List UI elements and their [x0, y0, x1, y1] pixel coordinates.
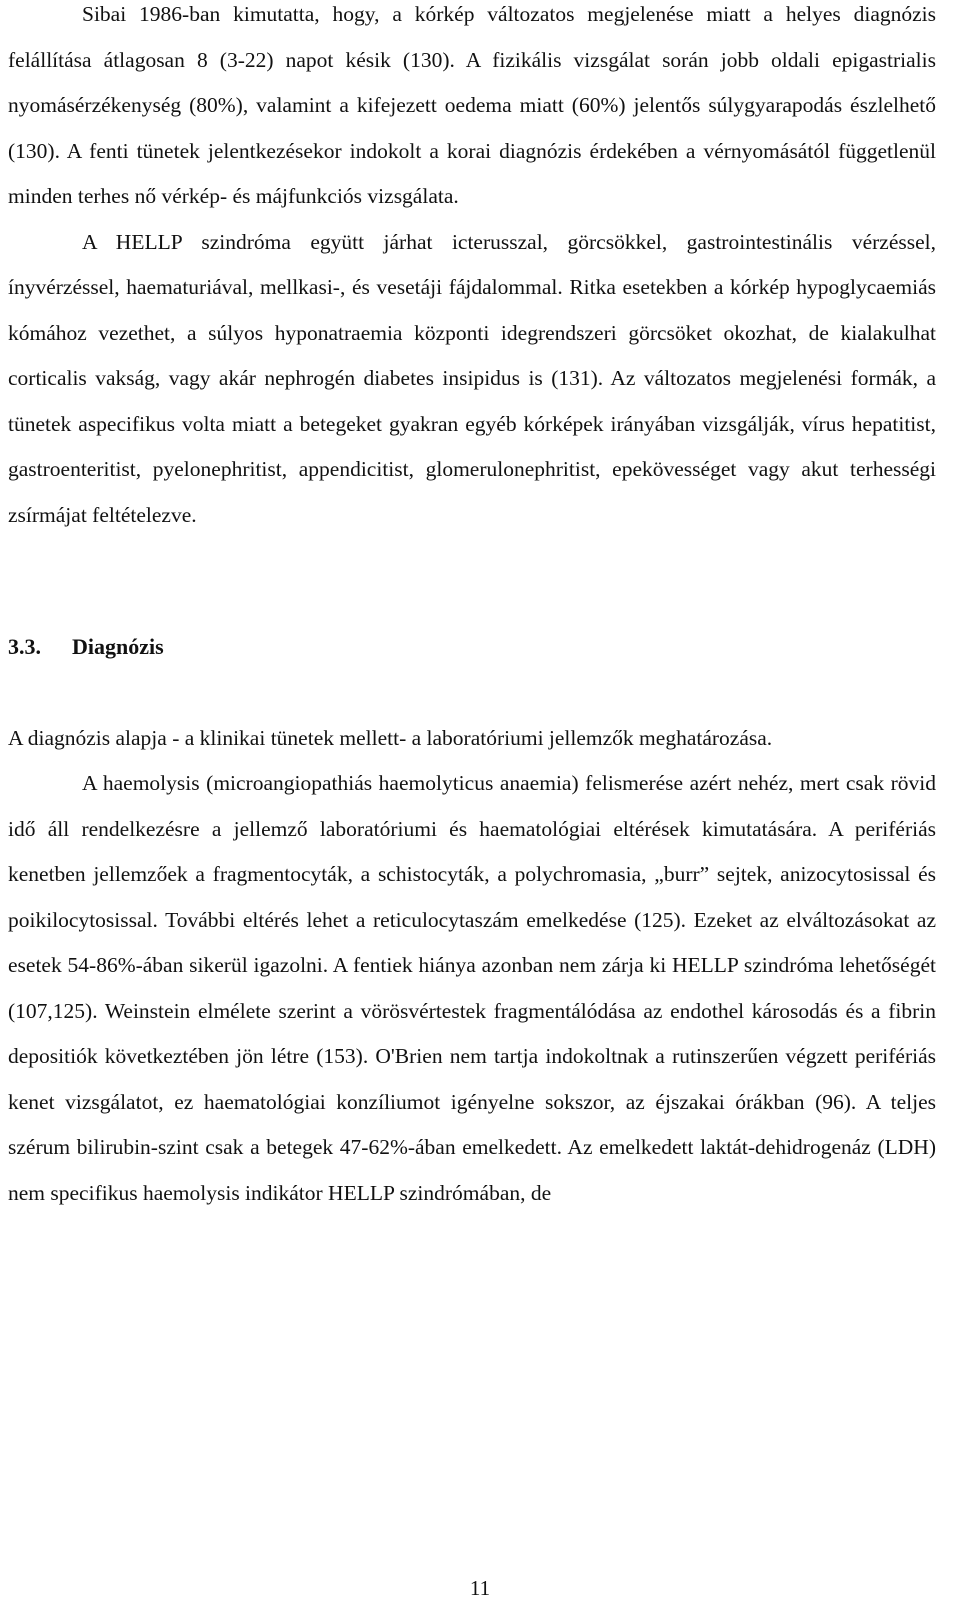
paragraph-haemolysis: A haemolysis (microangiopathiás haemolyticus anaemia) felismerése azért nehéz, mert csak rövid idő áll rendelkezésre a jellemző laboratóriumi és haematológiai eltérések kimutatására. A perifériás kenetben jellemzőek a fragmentocyták, a schistocyták, a polychromasia, „burr” sejtek, anizocytosissal és poikilocytosissal. További eltérés lehet a reticulocytaszám emelkedése (125). Ezeket az elváltozásokat az esetek 54-86%-ában sikerül igazolni. A fentiek hiánya azonban nem zárja ki HELLP szindróma lehetőségét (107,125). Weinstein elmélete szerint a vörösvértestek fragmentálódása az endothel károsodás és a fibrin depositiók következtében jön létre (153). O'Brien nem tartja indokoltnak a rutinszerűen végzett perifériás kenet vizsgálatot, ez haematológiai konzíliumot igényelne sokszor, az éjszakai órákban (96). A teljes szérum bilirubin-szint csak a betegek 47-62%-ában emelkedett. Az emelkedett laktát-dehidrogenáz (LDH) nem specifikus haemolysis indikátor HELLP szindrómában, de	[8, 771, 936, 1205]
section-number: 3.3.	[8, 634, 41, 659]
heading-spacer	[8, 670, 936, 716]
section-title: Diagnózis	[72, 634, 164, 659]
paragraph-diagnosis-basis: A diagnózis alapja - a klinikai tünetek mellett- a laboratóriumi jellemzők meghatározása.	[8, 725, 773, 750]
document-page	[8, 0, 936, 1216]
section-heading	[8, 624, 936, 670]
paragraph-hellp-symptoms: A HELLP szindróma együtt járhat icterusszal, görcsökkel, gastrointestinális vérzéssel, ínyvérzéssel, haematuriával, mellkasi-, és vesetáji fájdalommal. Ritka esetekben a kórkép hypoglycaemiás kómához vezethet, a súlyos hyponatraemia központi idegrendszeri görcsöket okozhat, de kialakulhat corticalis vakság, vagy akár nephrogén diabetes insipidus is (131). Az változatos megjelenési formák, a tünetek aspecifikus volta miatt a betegeket gyakran egyéb kórképek irányában vizsgálják, vírus hepatitist, gastroenteritist, pyelonephritist, appendicitist, glomerulonephritist, epekövességet vagy akut terhességi zsírmájat feltételezve.	[8, 229, 936, 527]
page-number: 11	[469, 1576, 491, 1600]
paragraph-sibai: Sibai 1986-ban kimutatta, hogy, a kórkép változatos megjelenése miatt a helyes diagnózis felállítása átlagosan 8 (3-22) napot késik (130). A fizikális vizsgálat során jobb oldali epigastrialis nyomásérzékenység (80%), valamint a kifejezett oedema miatt (60%) jelentős súlygyarapodás észlelhető (130). A fenti tünetek jelentkezésekor indokolt a korai diagnózis érdekében a vérnyomásától függetlenül minden terhes nő vérkép- és májfunkciós vizsgálata.	[8, 2, 936, 208]
section-spacer	[8, 538, 936, 624]
